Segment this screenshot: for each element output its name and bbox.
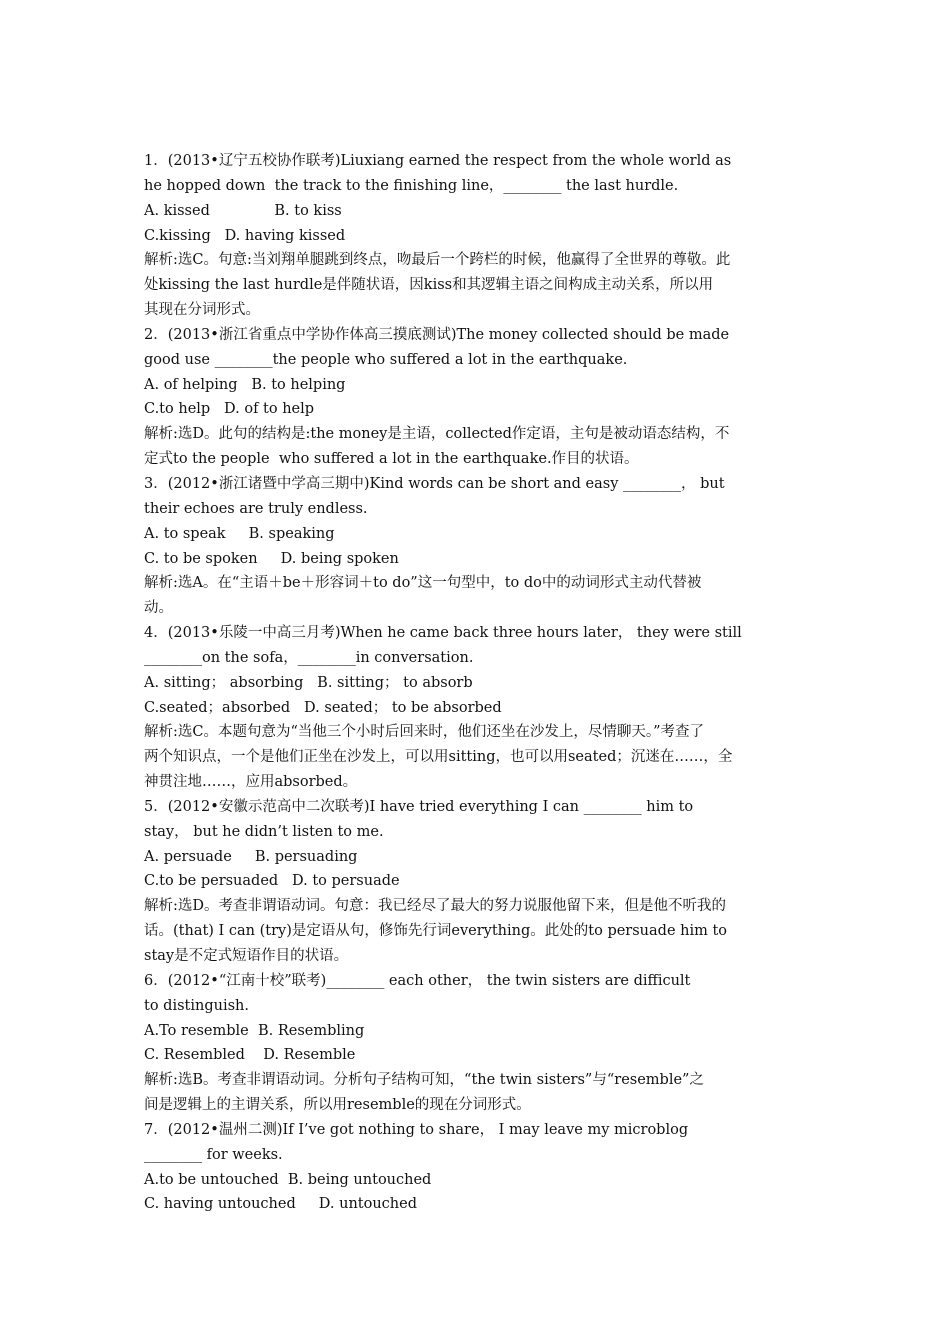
text-line: 间是逻辑上的主谓关系，所以用resemble的现在分词形式。 xyxy=(144,1097,531,1114)
text-line: 动。 xyxy=(144,600,173,617)
text-line: A. to speak B. speaking xyxy=(144,525,335,542)
text-line: A.to be untouched B. being untouched xyxy=(144,1171,432,1188)
text-line: C. to be spoken D. being spoken xyxy=(144,550,399,567)
text-line: 处kissing the last hurdle是伴随状语，因kiss和其逻辑主语之间构成主动关系，所以用 xyxy=(144,277,714,294)
text-line: 3．(2012•浙江诸暨中学高三期中)Kind words can be short and easy ________， but xyxy=(144,475,725,492)
text-line: 6．(2012•“江南十校”联考)________ each other， the twin sisters are difficult xyxy=(144,972,691,989)
text-line: ________ for weeks. xyxy=(144,1146,283,1163)
text-line: C. having untouched D. untouched xyxy=(144,1196,418,1213)
text-line: 两个知识点，一个是他们正坐在沙发上，可以用sitting，也可以用seated；沉迷在……，全 xyxy=(144,749,733,766)
text-line: stay是不定式短语作目的状语。 xyxy=(144,948,349,964)
text-line: A. sitting； absorbing B. sitting； to absorb xyxy=(144,674,473,691)
text-line: he hopped down the track to the finishing line，________ the last hurdle. xyxy=(144,177,679,194)
text-line: 解析:选B。考查非谓语动词。分析句子结构可知，“the twin sisters”与“resemble”之 xyxy=(144,1072,704,1089)
text-line: 1．(2013•辽宁五校协作联考)Liuxiang earned the respect from the whole world as xyxy=(144,153,732,169)
text-line: 话。(that) I can (try)是定语从句，修饰先行词everything。此处的to persuade him to xyxy=(144,923,728,940)
text-line: 解析:选A。在“主语＋be＋形容词＋to do”这一句型中，to do中的动词形式主动代替被 xyxy=(144,575,702,592)
text-line: C.to be persuaded D. to persuade xyxy=(144,873,400,890)
text-line: to distinguish. xyxy=(144,997,249,1014)
text-line: good use ________the people who suffered a lot in the earthquake. xyxy=(144,351,628,368)
text-line: A. of helping B. to helping xyxy=(144,376,346,393)
text-line: 解析:选C。句意:当刘翔单腿跳到终点，吻最后一个跨栏的时候，他赢得了全世界的尊敬。此 xyxy=(144,252,731,269)
text-line: 其现在分词形式。 xyxy=(144,302,260,319)
text-line: 解析:选D。此句的结构是:the money是主语，collected作定语，主句是被动语态结构，不 xyxy=(144,426,730,443)
text-line: 7．(2012•温州二测)If I’ve got nothing to share， I may leave my microblog xyxy=(144,1121,689,1138)
text-line: 5．(2012•安徽示范高中二次联考)I have tried everything I can ________ him to xyxy=(144,798,694,815)
text-line: 神贯注地……，应用absorbed。 xyxy=(144,774,358,791)
text-line: C.kissing D. having kissed xyxy=(144,227,346,244)
text-line: 4．(2013•乐陵一中高三月考)When he came back three hours later， they were still xyxy=(144,625,742,642)
text-line: C. Resembled D. Resemble xyxy=(144,1047,356,1064)
text-line: stay， but he didn’t listen to me. xyxy=(144,823,384,840)
text-line: C.to help D. of to help xyxy=(144,401,315,418)
text-line: A. kissed B. to kiss xyxy=(144,202,342,219)
text-line: A.To resemble B. Resembling xyxy=(144,1022,365,1039)
text-line: 解析:选D。考查非谓语动词。句意：我已经尽了最大的努力说服他留下来，但是他不听我的 xyxy=(144,898,727,915)
text-line: ________on the sofa，________in conversation. xyxy=(144,649,474,666)
document-body xyxy=(144,149,808,1217)
text-line: A. persuade B. persuading xyxy=(144,848,358,865)
text-line: 定式to the people who suffered a lot in the earthquake.作目的状语。 xyxy=(144,451,639,468)
text-line: C.seated；absorbed D. seated； to be absorbed xyxy=(144,699,502,716)
text-line: 解析:选C。本题句意为“当他三个小时后回来时，他们还坐在沙发上，尽情聊天。”考查了 xyxy=(144,724,705,741)
text-line: their echoes are truly endless. xyxy=(144,500,368,517)
text-line: 2．(2013•浙江省重点中学协作体高三摸底测试)The money collected should be made xyxy=(144,326,730,343)
